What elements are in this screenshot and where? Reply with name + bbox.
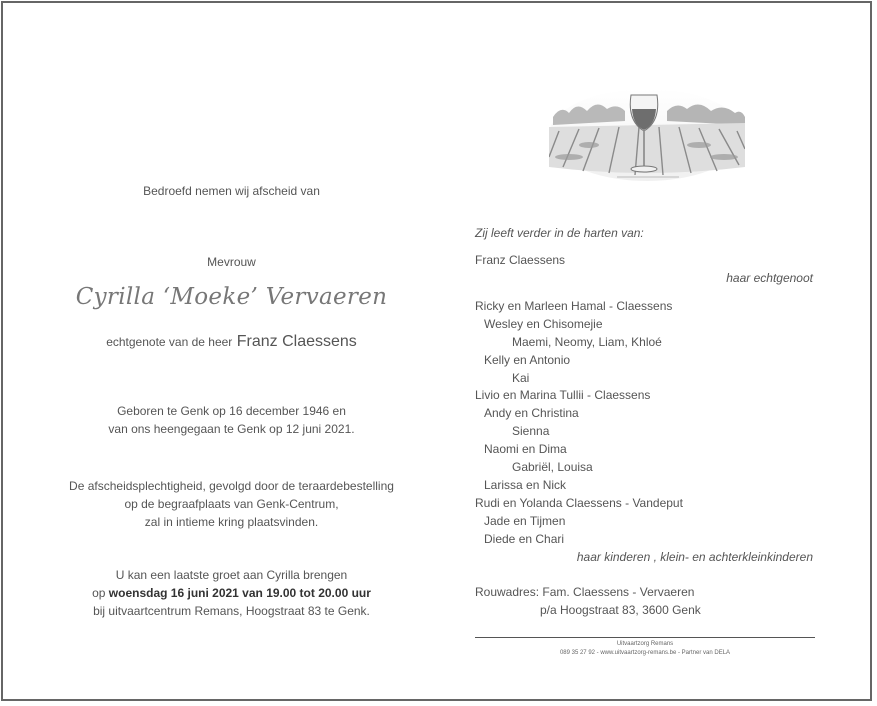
deceased-name: Cyrilla ‘Moeke’ Vervaeren: [75, 284, 388, 310]
funeral-card: [1, 1, 872, 701]
family-line: Diede en Chari: [484, 532, 565, 546]
ceremony-line-1: De afscheidsplechtigheid, gevolgd door de teraardebestelling: [69, 479, 394, 493]
family-line: Jade en Tijmen: [484, 514, 566, 528]
family-line: Kai: [512, 371, 530, 385]
born-line: Geboren te Genk op 16 december 1946 en: [117, 404, 346, 418]
family-role: haar kinderen , klein- en achterkleinkinderen: [576, 550, 813, 564]
spouse-name: Franz Claessens: [236, 333, 357, 350]
visit-line-3: bij uitvaartcentrum Remans, Hoogstraat 83 te Genk.: [93, 604, 370, 618]
spouse-prefix: echtgenote van de heer: [106, 335, 233, 349]
address-line-2: p/a Hoogstraat 83, 3600 Genk: [540, 603, 701, 617]
visit-datetime: woensdag 16 juni 2021 van 19.00 tot 20.00 uur: [108, 586, 371, 600]
husband-name: Franz Claessens: [475, 253, 566, 267]
ceremony-line-3: zal in intieme kring plaatsvinden.: [144, 515, 319, 529]
vineyard-wineglass-icon: [549, 87, 745, 183]
family-line: Ricky en Marleen Hamal - Claessens: [475, 299, 673, 313]
family-line: Kelly en Antonio: [484, 353, 571, 367]
intro-text: Bedroefd nemen wij afscheid van: [143, 184, 320, 198]
ceremony-line-2: op de begraafplaats van Genk-Centrum,: [124, 497, 339, 511]
family-line: Larissa en Nick: [484, 478, 567, 492]
family-line: Maemi, Neomy, Liam, Khloé: [512, 335, 662, 349]
family-line: Livio en Marina Tullii - Claessens: [475, 388, 651, 402]
family-line: Wesley en Chisomejie: [484, 317, 603, 331]
footer-company: Uitvaartzorg Remans: [616, 641, 674, 647]
husband-role: haar echtgenoot: [726, 271, 813, 285]
family-line: Andy en Christina: [484, 406, 579, 420]
spouse-line: [3, 333, 460, 351]
family-line: Sienna: [512, 424, 550, 438]
footer-contact: 089 35 27 92 - www.uitvaartzorg-remans.be - Partner van DELA: [559, 650, 731, 656]
family-line: Naomi en Dima: [484, 442, 567, 456]
address-line-1: Rouwadres: Fam. Claessens - Vervaeren: [475, 585, 695, 599]
family-line: Gabriël, Louisa: [512, 460, 593, 474]
visit-line-1: U kan een laatste groet aan Cyrilla brengen: [115, 568, 348, 582]
visit-line-2: [3, 586, 460, 600]
footer-divider: [475, 637, 815, 638]
salutation: Mevrouw: [207, 255, 256, 269]
died-line: van ons heengegaan te Genk op 12 juni 2021.: [108, 422, 355, 436]
family-line: Rudi en Yolanda Claessens - Vandeput: [475, 496, 683, 510]
right-heading: Zij leeft verder in de harten van:: [475, 226, 644, 240]
visit-line-2-prefix: op: [92, 586, 106, 600]
